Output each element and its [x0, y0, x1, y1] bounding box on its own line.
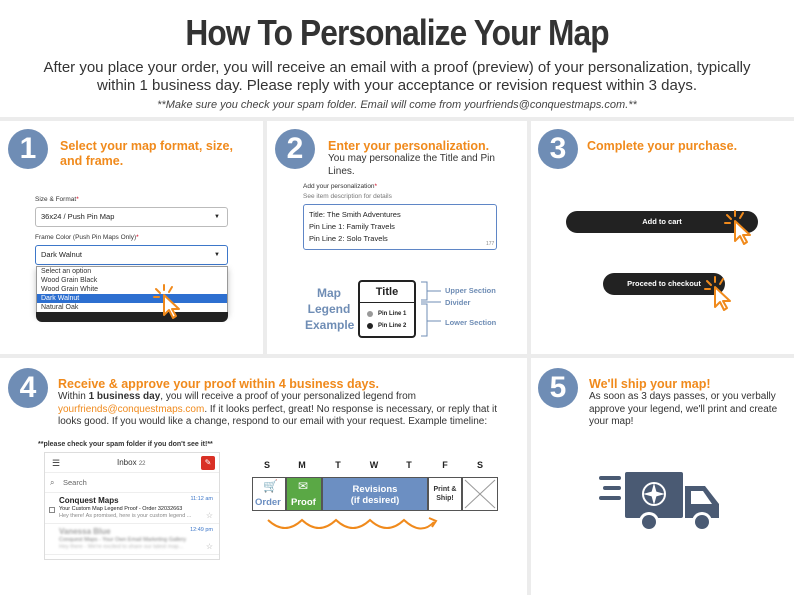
pin-dot-icon	[367, 323, 373, 329]
frame-dropdown	[36, 266, 228, 314]
legend-line-2: Pin Line 2	[378, 320, 414, 332]
wavy-arrow-icon	[266, 514, 441, 536]
day-label: F	[442, 460, 448, 470]
page-subtitle: After you place your order, you will receive an email with a proof (preview) of your personalization, typically within 1 business day. Please reply with your acceptance or revision request within 3 days.	[43, 59, 751, 94]
day-label: M	[298, 460, 306, 470]
step-4-panel	[0, 358, 527, 595]
email-link[interactable]: yourfriends@conquestmaps.com	[58, 403, 205, 415]
step-1-panel	[0, 121, 263, 354]
legend-title: Title	[360, 282, 414, 303]
day-label: S	[476, 460, 483, 470]
option-item[interactable]: Wood Grain Black	[41, 277, 98, 284]
cart-icon: 🛒	[263, 479, 278, 493]
option-item[interactable]: Natural Oak	[41, 304, 79, 311]
line-pin-1: Pin Line 1: Family Travels	[309, 222, 395, 231]
dropdown-footer	[36, 312, 228, 322]
order-cell	[252, 477, 286, 511]
char-counter: 177	[486, 241, 495, 247]
step-title: We'll ship your map!	[589, 377, 711, 391]
option-item-selected[interactable]: Dark Walnut	[37, 294, 227, 303]
day-label: W	[369, 460, 379, 470]
mail-preview: Hey there - We're excited to share our latest map...	[59, 544, 184, 550]
add-to-cart-button[interactable]: Add to cart	[566, 211, 758, 233]
divider-label: Divider	[445, 298, 471, 307]
spam-note: **Make sure you check your spam folder. Email will come from yourfriends@conquestmaps.com.**	[157, 99, 637, 111]
search-placeholder: Search	[63, 478, 87, 487]
empty-day-cell	[462, 477, 498, 511]
compose-icon[interactable]: ✎	[201, 456, 215, 470]
step-title: Enter your personalization.	[328, 139, 490, 153]
checkout-button[interactable]: Proceed to checkout	[603, 273, 725, 295]
order-label: Order	[255, 497, 281, 508]
star-icon[interactable]: ☆	[205, 542, 213, 551]
personalization-label: Add your personalization*	[303, 183, 378, 190]
proof-label: Proof	[291, 497, 316, 508]
cursor-click-icon	[721, 207, 761, 247]
ship-label: Ship!	[436, 495, 454, 502]
legend-line-1: Pin Line 1	[378, 308, 414, 320]
frame-label: Frame Color (Push Pin Maps Only)*	[35, 234, 139, 241]
mail-preview: Hey there! As promised, here is your custom legend ...	[59, 513, 192, 519]
cross-icon	[463, 478, 497, 510]
envelope-icon: ✉	[298, 479, 309, 493]
page-title: How To Personalize Your Map	[185, 12, 609, 53]
revisions-label: Revisions	[352, 484, 398, 495]
size-label: Size & Format*	[35, 196, 79, 203]
delivery-truck-icon	[599, 472, 724, 537]
caret-down-icon: ▼	[214, 252, 220, 258]
step-number: 2	[275, 129, 315, 169]
revisions-cell	[322, 477, 428, 511]
mail-time: 11:12 am	[190, 496, 213, 502]
line-pin-2: Pin Line 2: Solo Travels	[309, 234, 388, 243]
lower-section-label: Lower Section	[445, 318, 497, 327]
size-select[interactable]	[35, 207, 228, 227]
cursor-click-icon	[701, 273, 741, 313]
legend-box	[358, 280, 416, 338]
cursor-click-icon	[150, 281, 190, 321]
mail-item[interactable]	[45, 493, 219, 524]
step-number: 4	[8, 368, 48, 408]
personalization-field[interactable]	[303, 204, 497, 250]
frame-value: Dark Walnut	[41, 250, 82, 259]
inbox-header	[45, 453, 219, 473]
step-5-panel	[531, 358, 794, 595]
line-title: Title: The Smith Adventures	[309, 210, 401, 219]
size-value: 36x24 / Push Pin Map	[41, 212, 115, 221]
mail-time: 12:49 pm	[190, 527, 213, 533]
step-title: Receive & approve your proof within 4 business days.	[58, 377, 379, 391]
mail-item[interactable]	[45, 524, 219, 555]
step-number: 3	[538, 129, 578, 169]
step-3-panel	[531, 121, 794, 354]
inbox-mockup	[44, 452, 220, 560]
spam-check-note: **please check your spam folder if you don't see it!**	[38, 441, 213, 448]
step-title: Complete your purchase.	[587, 139, 738, 153]
caret-down-icon: ▼	[214, 214, 220, 220]
menu-icon[interactable]: ☰	[52, 458, 61, 468]
section-brackets	[417, 280, 447, 340]
mail-from: Conquest Maps	[59, 496, 119, 505]
revisions-sublabel: (if desired)	[350, 495, 400, 506]
mail-subject: Your Custom Map Legend Proof - Order 32032663	[59, 506, 183, 512]
star-icon[interactable]: ☆	[205, 511, 213, 520]
inbox-label: Inbox	[117, 458, 137, 467]
day-label: T	[335, 460, 341, 470]
frame-select[interactable]	[35, 245, 228, 265]
step-number: 1	[8, 129, 48, 169]
mail-from: Vanessa Blue	[59, 527, 111, 536]
inbox-count: 22	[138, 461, 146, 467]
checkbox-icon[interactable]	[49, 507, 55, 513]
timeline	[252, 460, 502, 540]
day-label: S	[263, 460, 270, 470]
proof-cell	[286, 477, 322, 511]
step-text: Within 1 business day, you will receive a proof of your personalized legend from yourfriends@conquestmaps.com. If it looks perfect, great! No response is necessary, or reply that it looks good. If you would like a change, respond to our email with your request. Example timeline:	[58, 391, 498, 427]
search-icon: ⌕	[50, 478, 55, 487]
step-2-panel	[267, 121, 527, 354]
search-bar[interactable]	[45, 473, 219, 493]
upper-section-label: Upper Section	[445, 286, 496, 295]
step-text: As soon as 3 days passes, or you verbally approve your legend, we'll print and create your map!	[589, 391, 778, 427]
print-label: Print &	[433, 486, 457, 493]
option-item[interactable]: Select an option	[41, 268, 92, 275]
day-label: T	[406, 460, 412, 470]
personalization-hint: See item description for details	[303, 193, 392, 200]
step-text: You may personalize the Title and Pin Lines.	[328, 153, 495, 177]
header	[0, 0, 794, 117]
step-number: 5	[538, 368, 578, 408]
print-ship-cell	[428, 477, 462, 511]
mail-subject: Conquest Maps - Your Own Email Marketing Gallery	[59, 537, 187, 543]
pin-dot-icon	[367, 311, 373, 317]
option-item[interactable]: Wood Grain White	[41, 286, 99, 293]
step-title: Select your map format, size, and frame.	[60, 139, 233, 168]
legend-example-label: Map Legend Example	[305, 286, 355, 332]
